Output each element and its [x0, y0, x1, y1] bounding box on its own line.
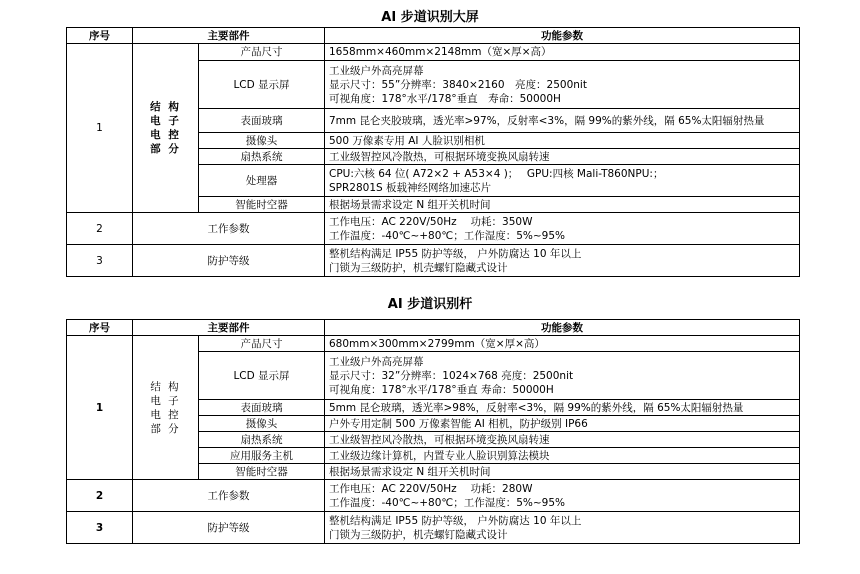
header-row: [67, 28, 800, 44]
component-name: 应用服务主机: [199, 448, 325, 464]
component-name: 表面玻璃: [199, 400, 325, 416]
row-index: 3: [67, 512, 133, 544]
component-name: 产品尺寸: [199, 44, 325, 61]
component-params: CPU:六核 64 位( A72×2 + A53×4 )； GPU:四核 Mali-T860NPU:； SPR2801S 板载神经网络加速芯片: [325, 165, 800, 197]
component-params: 680mm×300mm×2799mm（宽×厚×高）: [325, 336, 800, 352]
spec-table-pole: [66, 319, 800, 544]
row-index: 3: [67, 245, 133, 277]
row-index: 1: [67, 336, 133, 480]
row-index: 1: [67, 44, 133, 213]
header-row: [67, 320, 800, 336]
component-params: 500 万像素专用 AI 人脸识别相机: [325, 133, 800, 149]
row-params: 工作电压：AC 220V/50Hz 功耗：280W 工作温度：-40℃~+80℃；工作湿度：5%~95%: [325, 480, 800, 512]
row-label: 工作参数: [133, 213, 325, 245]
header-index: 序号: [67, 28, 133, 44]
row-params: 工作电压：AC 220V/50Hz 功耗：350W 工作温度：-40℃~+80℃；工作湿度：5%~95%: [325, 213, 800, 245]
table-row: [67, 480, 800, 512]
component-params: 根据场景需求设定 N 组开关机时间: [325, 464, 800, 480]
component-params: 工业级智控风冷散热，可根据环境变换风扇转速: [325, 432, 800, 448]
row-label: 防护等级: [133, 245, 325, 277]
component-params: 工业级户外高亮屏幕 显示尺寸：32”分辨率：1024×768 亮度：2500nit 可视角度：178°水平/178°垂直 寿命：50000H: [325, 352, 800, 400]
header-component: 主要部件: [133, 28, 325, 44]
table-row: [67, 245, 800, 277]
component-params: 工业级户外高亮屏幕 显示尺寸：55”分辨率：3840×2160 亮度：2500nit 可视角度：178°水平/178°垂直 寿命：50000H: [325, 61, 800, 109]
table-row: [67, 336, 800, 352]
component-name: 摄像头: [199, 133, 325, 149]
component-name: LCD 显示屏: [199, 61, 325, 109]
row-label: 防护等级: [133, 512, 325, 544]
component-name: 表面玻璃: [199, 109, 325, 133]
component-params: 根据场景需求设定 N 组开关机时间: [325, 197, 800, 213]
component-params: 5mm 昆仑玻璃，透光率>98%，反射率<3%，隔 99%的紫外线，隔 65%太阳辐射热量: [325, 400, 800, 416]
component-name: 处理器: [199, 165, 325, 197]
header-params: 功能参数: [325, 320, 800, 336]
component-name: 产品尺寸: [199, 336, 325, 352]
group-label: 结 构 电 子 电 控 部 分: [133, 336, 199, 480]
component-params: 工业级边缘计算机，内置专业人脸识别算法模块: [325, 448, 800, 464]
group-label: 结 构 电 子 电 控 部 分: [133, 44, 199, 213]
component-name: 智能时空器: [199, 197, 325, 213]
table-row: [67, 44, 800, 61]
row-index: 2: [67, 213, 133, 245]
row-params: 整机结构满足 IP55 防护等级， 户外防腐达 10 年以上 门锁为三级防护，机壳螺钉隐藏式设计: [325, 245, 800, 277]
table-row: [67, 512, 800, 544]
component-name: 摄像头: [199, 416, 325, 432]
component-params: 7mm 昆仑夹胶玻璃，透光率>97%，反射率<3%，隔 99%的紫外线，隔 65%太阳辐射热量: [325, 109, 800, 133]
row-label: 工作参数: [133, 480, 325, 512]
table-title: AI 步道识别大屏: [381, 10, 479, 25]
component-name: 扇热系统: [199, 432, 325, 448]
table-row: [67, 213, 800, 245]
row-index: 2: [67, 480, 133, 512]
component-params: 户外专用定制 500 万像素智能 AI 相机，防护级别 IP66: [325, 416, 800, 432]
spec-table-screen: [66, 27, 800, 277]
table-title: AI 步道识别杆: [387, 297, 473, 312]
row-params: 整机结构满足 IP55 防护等级， 户外防腐达 10 年以上 门锁为三级防护，机壳螺钉隐藏式设计: [325, 512, 800, 544]
header-component: 主要部件: [133, 320, 325, 336]
component-params: 工业级智控风冷散热，可根据环境变换风扇转速: [325, 149, 800, 165]
component-name: 扇热系统: [199, 149, 325, 165]
component-params: 1658mm×460mm×2148mm（宽×厚×高）: [325, 44, 800, 61]
header-index: 序号: [67, 320, 133, 336]
component-name: 智能时空器: [199, 464, 325, 480]
component-name: LCD 显示屏: [199, 352, 325, 400]
header-params: 功能参数: [325, 28, 800, 44]
